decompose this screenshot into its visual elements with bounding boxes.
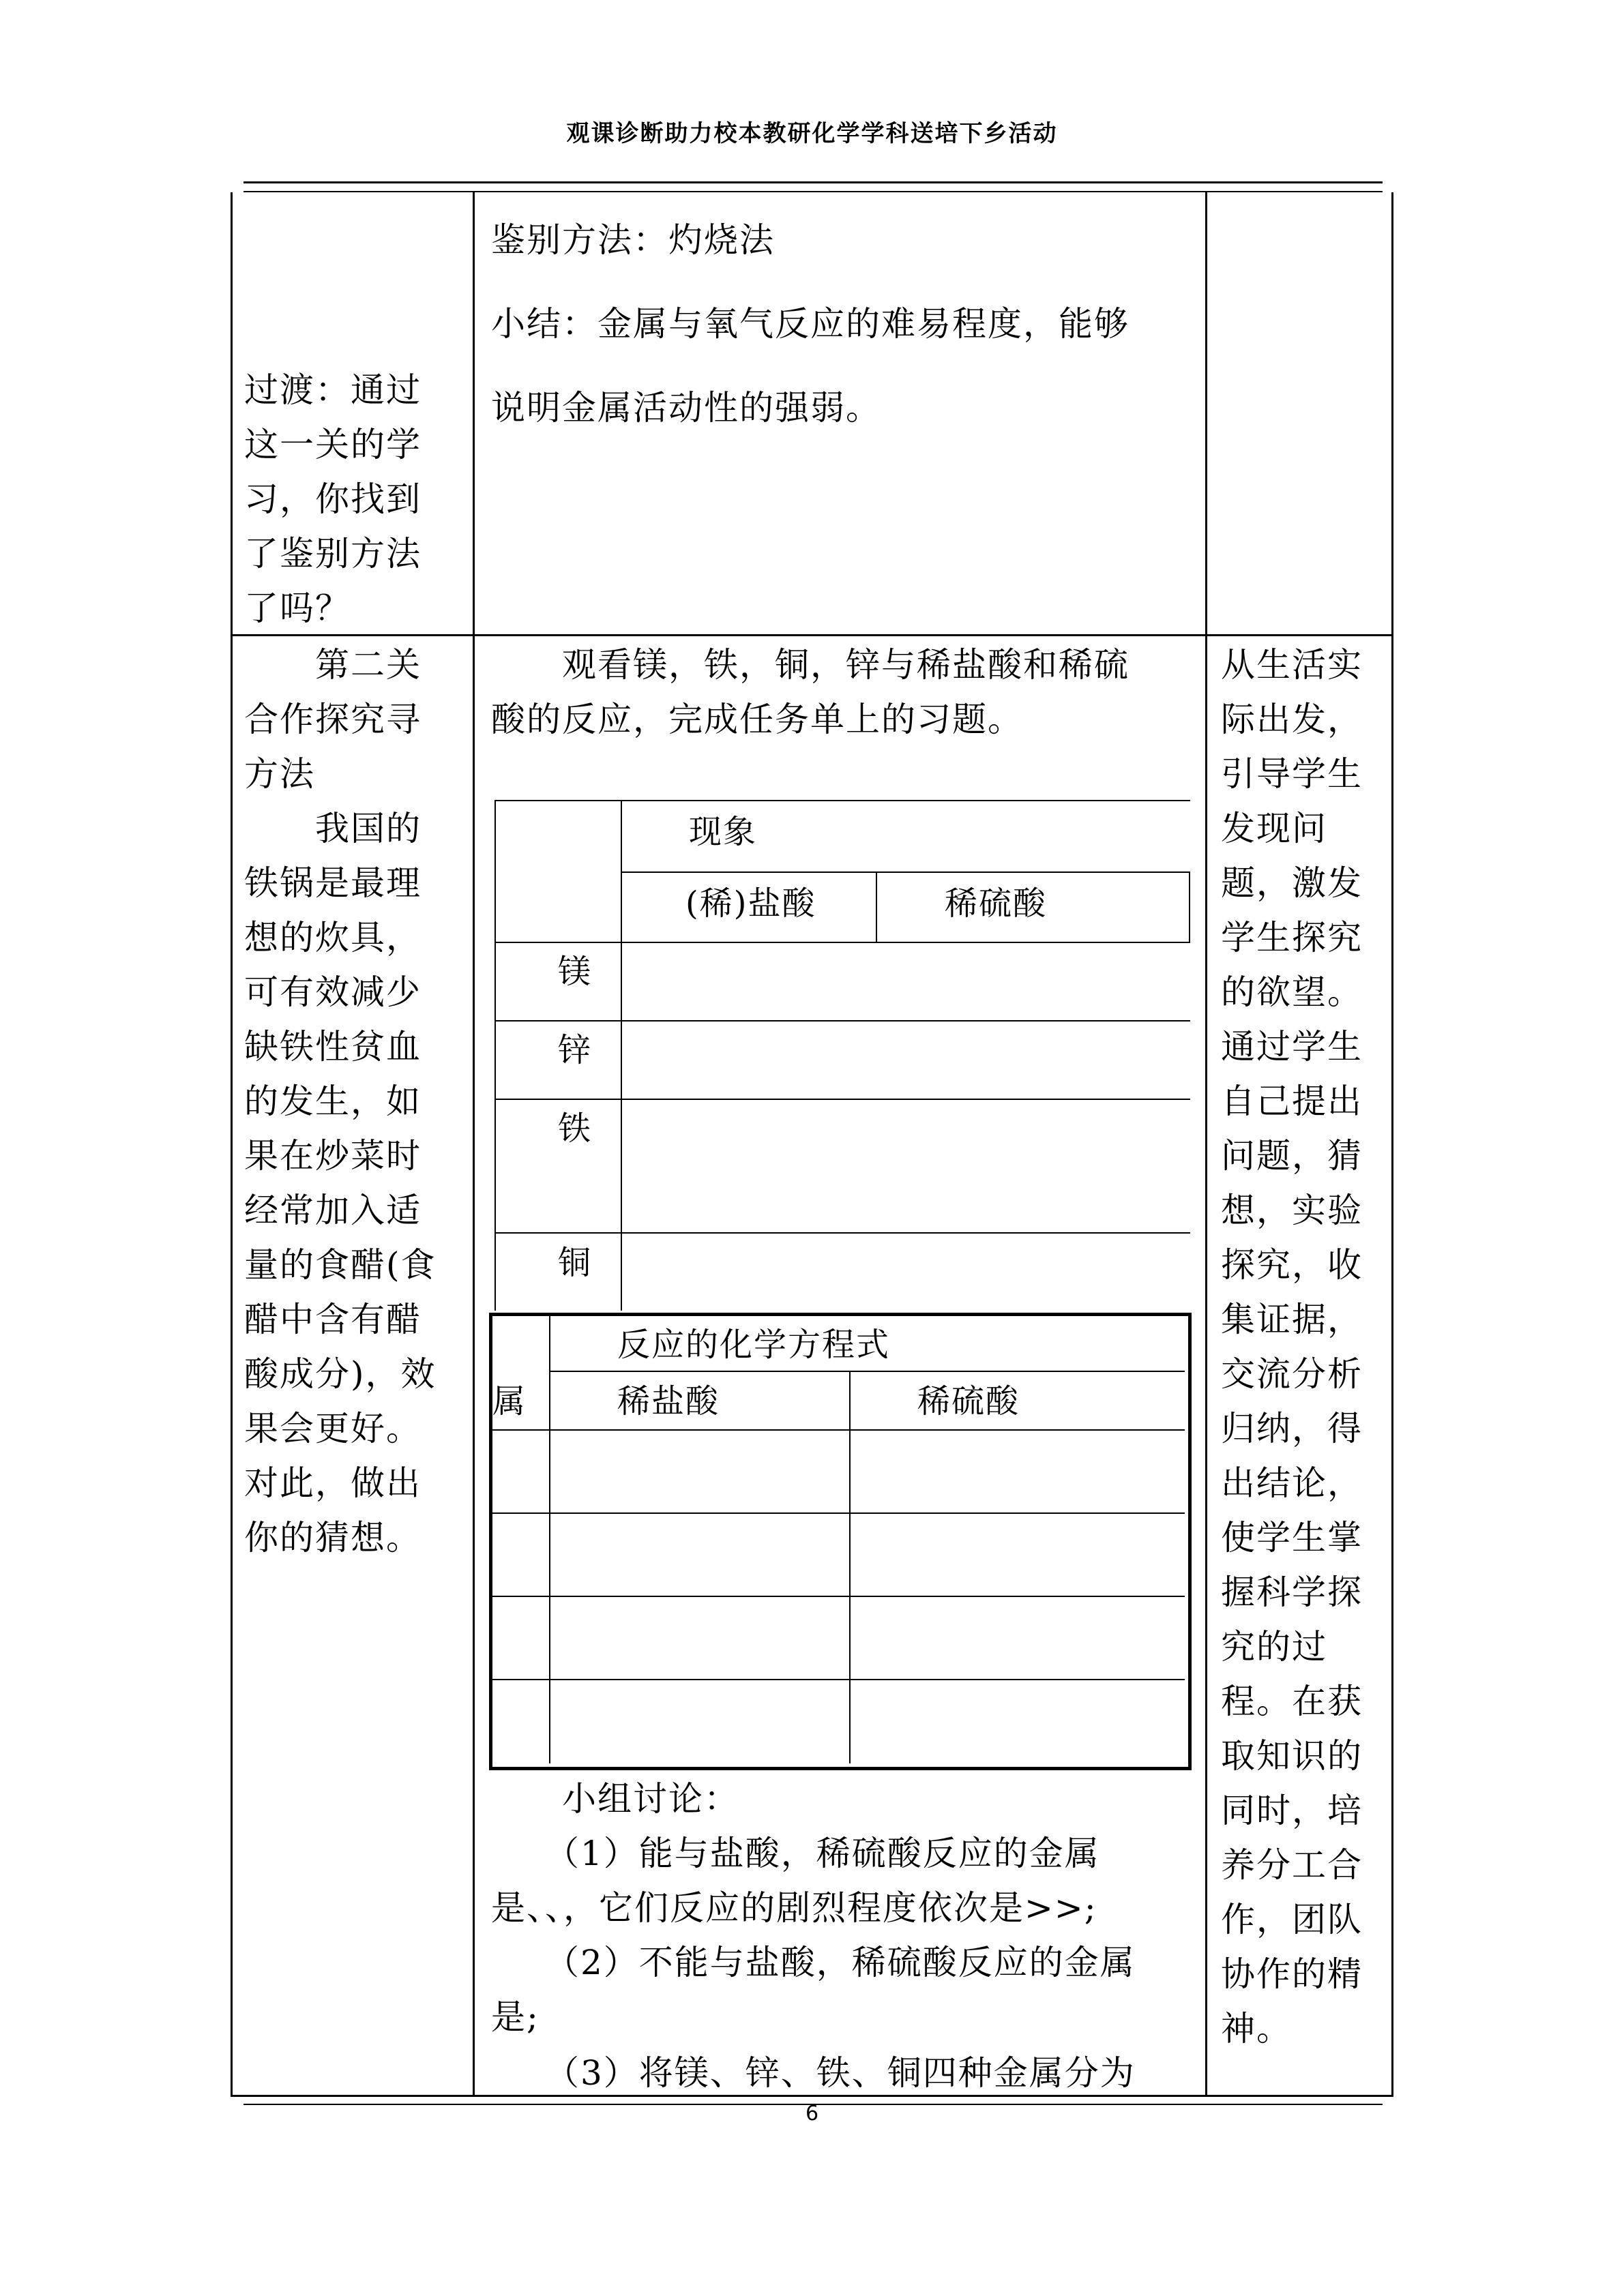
table-border-right — [1391, 192, 1393, 2095]
equation-col-hcl: 稀盐酸 — [617, 1382, 720, 1420]
table-border-left — [231, 192, 233, 2095]
phenomenon-col-hcl: (稀)盐酸 — [685, 884, 816, 923]
row2-right-text: 从生活实 际出发， 引导学生 发现问 题，激发 学生探究 的欲望。 通过学生 自己提出 问题，猜 想，实验 探究，收 集证据， 交流分析 归纳，得 出结论， 使学生掌 握科学探 究的过 程。在获 取知识的 同时，培 养分工合 作，团队 协作的精 神。 — [1221, 645, 1363, 2048]
header-rule-top — [243, 181, 1383, 183]
page-number: 6 — [805, 2102, 819, 2126]
discussion-title: 小组讨论： — [491, 1779, 739, 1819]
equation-col-h2so4: 稀硫酸 — [917, 1382, 1020, 1420]
task-intro: 观看镁，铁，铜，锌与稀盐酸和稀硫 酸的反应，完成任务单上的习题。 — [491, 645, 1130, 739]
identification-method: 鉴别方法：灼烧法 — [491, 220, 775, 260]
metal-mg: 镁 — [558, 953, 593, 991]
row1-left-text: 过渡：通过 这一关的学 习，你找到 了鉴别方法 了吗？ — [244, 370, 422, 628]
header-rule-bottom — [243, 191, 1383, 192]
discussion-q2-line1: （2）不能与盐酸，稀硫酸反应的金属 — [491, 1943, 1136, 1982]
discussion-q1-line2: 是、、，它们反应的剧烈程度依次是>>; — [491, 1888, 1097, 1928]
equation-title: 反应的化学方程式 — [617, 1326, 891, 1364]
summary-line-1: 小结：金属与氧气反应的难易程度，能够 — [491, 304, 1130, 344]
discussion-q2-line2: 是; — [491, 1997, 540, 2037]
table-border-col1 — [473, 192, 475, 2095]
phenomenon-col-h2so4: 稀硫酸 — [945, 884, 1048, 923]
metal-fe: 铁 — [558, 1109, 593, 1148]
discussion-q3-line1: （3）将镁、锌、铁、铜四种金属分为 — [491, 2053, 1136, 2093]
discussion-q1-line1: （1）能与盐酸，稀硫酸反应的金属 — [491, 1834, 1100, 1873]
phenomenon-title: 现象 — [689, 813, 758, 851]
metal-zn: 锌 — [558, 1031, 593, 1069]
table-border-col2 — [1205, 192, 1207, 2095]
summary-line-2: 说明金属活动性的强弱。 — [491, 388, 881, 428]
metal-cu: 铜 — [558, 1244, 593, 1282]
equation-row-label: 属 — [492, 1382, 527, 1420]
row2-left-text: 第二关 合作探究寻 方法 我国的 铁锅是最理 想的炊具， 可有效减少 缺铁性贫血 的发生，如 果在炒菜时 经常加入适 量的食醋(食 醋中含有醋 酸成分)，效 果会更好。 对此，做出 你的猜想。 — [244, 645, 437, 1557]
page-header: 观课诊断助力校本教研化学学科送培下乡活动 — [566, 120, 1058, 147]
